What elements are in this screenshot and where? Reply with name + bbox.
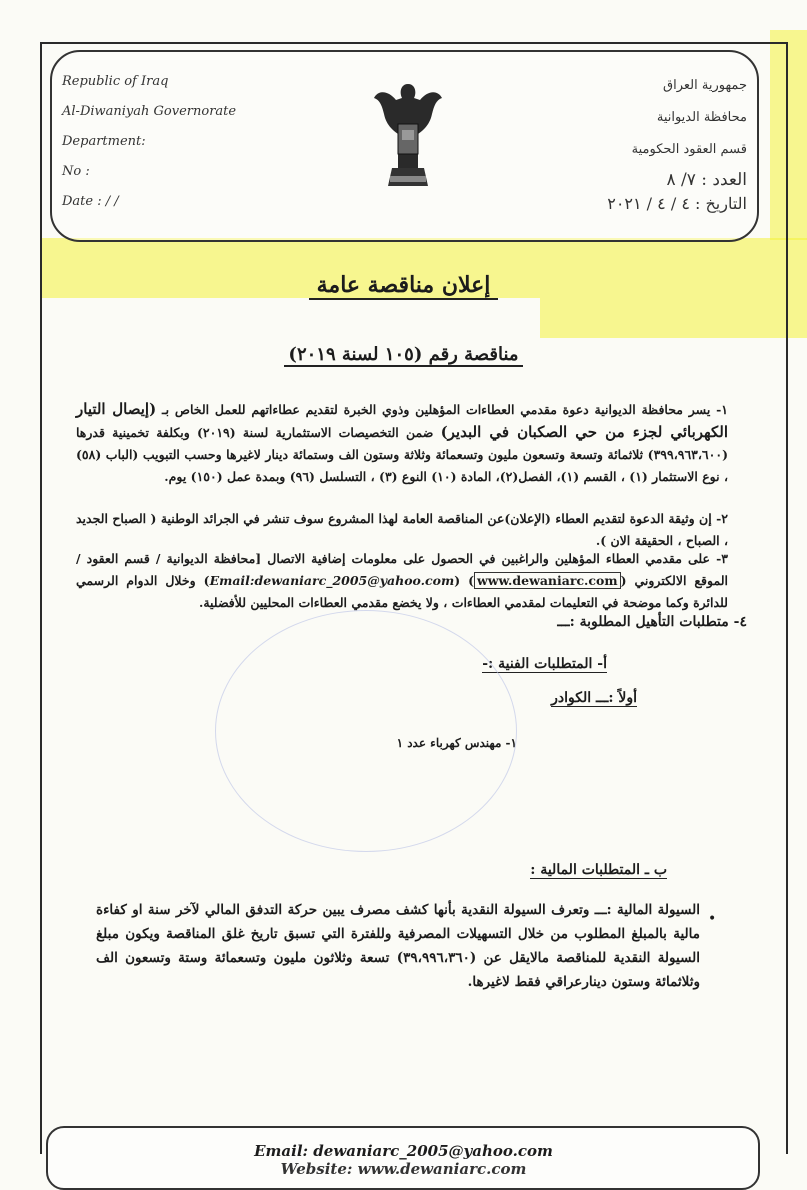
letterhead-department-ar: قسم العقود الحكومية — [631, 142, 747, 157]
item-3-paragraph: ٣- على مقدمي العطاء المؤهلين والراغبين في الحصول على معلومات إضافية الاتصال [محافظة الديوانية / قسم العقود / الموقع الالكتروني (www.dewaniarc.com) (Email:dewaniarc_2005@yahoo.com) وخلال الدوام الرسمي للدائرة وكما موضحة في التعليمات لمقدمي العطاءات ، ولا يخضع مقدمي العطاءات المحليين للأفضلية. — [76, 551, 728, 610]
item-4-heading: ٤- متطلبات التأهيل المطلوبة :ـــ — [557, 614, 747, 630]
staff-heading: أولاً :ـــ الكوادر — [551, 690, 637, 706]
iraq-eagle-emblem — [368, 76, 448, 196]
financial-requirements-heading: ب ـ المتطلبات المالية : — [530, 862, 667, 878]
letterhead-date-ar: التاريخ : ٤ / ٤ / ٢٠٢١ — [607, 194, 747, 213]
letterhead-country-ar: جمهورية العراق — [663, 78, 747, 93]
website-link[interactable]: www.dewaniarc.com — [474, 572, 621, 589]
tender-number-title: مناقصة رقم (١٠٥ لسنة ٢٠١٩) — [0, 344, 807, 365]
letterhead-governorate-en: Al-Diwaniyah Governorate — [62, 104, 237, 119]
letterhead-country-en: Republic of Iraq — [62, 74, 169, 89]
letterhead-department-en: Department: — [62, 134, 146, 149]
bullet-icon: • — [708, 911, 717, 927]
liquidity-paragraph: السيولة المالية :ـــ وتعرف السيولة النقدية بأنها كشف مصرف يبين حركة التدفق المالي لآخر سنة او كفاءة مالية بالمبلغ المطلوب من خلال التسهيلات المصرفية وللفترة التي تسبق تاريخ غلق المناقصة ويكون مبلغ السيولة النقدية للمناقصة مالايقل عن (٣٩،٩٩٦،٣٦٠) تسعة وثلاثون مليون وتسعمائة وستة وتسعون الف وثلاثمائة وستون دينارعراقي فقط لاغيرها. — [96, 902, 700, 990]
page-title: إعلان مناقصة عامة — [0, 272, 807, 298]
footer-website: Website: www.dewaniarc.com — [280, 1160, 527, 1178]
item-1-paragraph: ١- يسر محافظة الديوانية دعوة مقدمي العطاءات المؤهلين وذوي الخبرة لتقديم عطاءاتهم للعمل الخاص بـ (إيصال التيار الكهربائي لجزء من حي الصكبان في البدير) ضمن التخصيصات الاستثمارية لسنة (٢٠١٩) وبكلفة تخمينية قدرها (٣٩٩،٩٦٣،٦٠٠) ثلاثمائة وتسعة وتسعون مليون وتسعمائة وثلاثة وستون الف وستمائة دينار لاغيرها وحسب التبويب (الباب (٥٨) ، نوع الاستثمار (١) ، القسم (١)، الفصل(٢)، المادة (١٠) النوع (٣) ، التسلسل (٩٦) وبمدة عمل (١٥٠) يوم. — [76, 400, 728, 484]
letterhead-date-en: Date : / / — [62, 194, 119, 209]
letterhead-governorate-ar: محافظة الديوانية — [656, 110, 747, 125]
staff-line: ١- مهندس كهرباء عدد ١ — [396, 736, 517, 750]
technical-requirements-heading: أ- المتطلبات الفنية :- — [482, 656, 607, 672]
email-link[interactable]: Email:dewaniarc_2005@yahoo.com — [209, 573, 455, 588]
letterhead-number-en: No : — [62, 164, 90, 179]
footer-email: Email: dewaniarc_2005@yahoo.com — [254, 1142, 553, 1160]
letterhead-number-ar: العدد : ٧/ ٨ — [666, 170, 747, 190]
item-2-paragraph: ٢- إن وثيقة الدعوة لتقديم العطاء (الإعلان)عن المناقصة العامة لهذا المشروع سوف تنشر في الجرائد الوطنية ( الصباح الجديد ، الصباح ، الحقيقة الان ). — [76, 511, 728, 548]
faded-seal-watermark — [215, 610, 517, 852]
